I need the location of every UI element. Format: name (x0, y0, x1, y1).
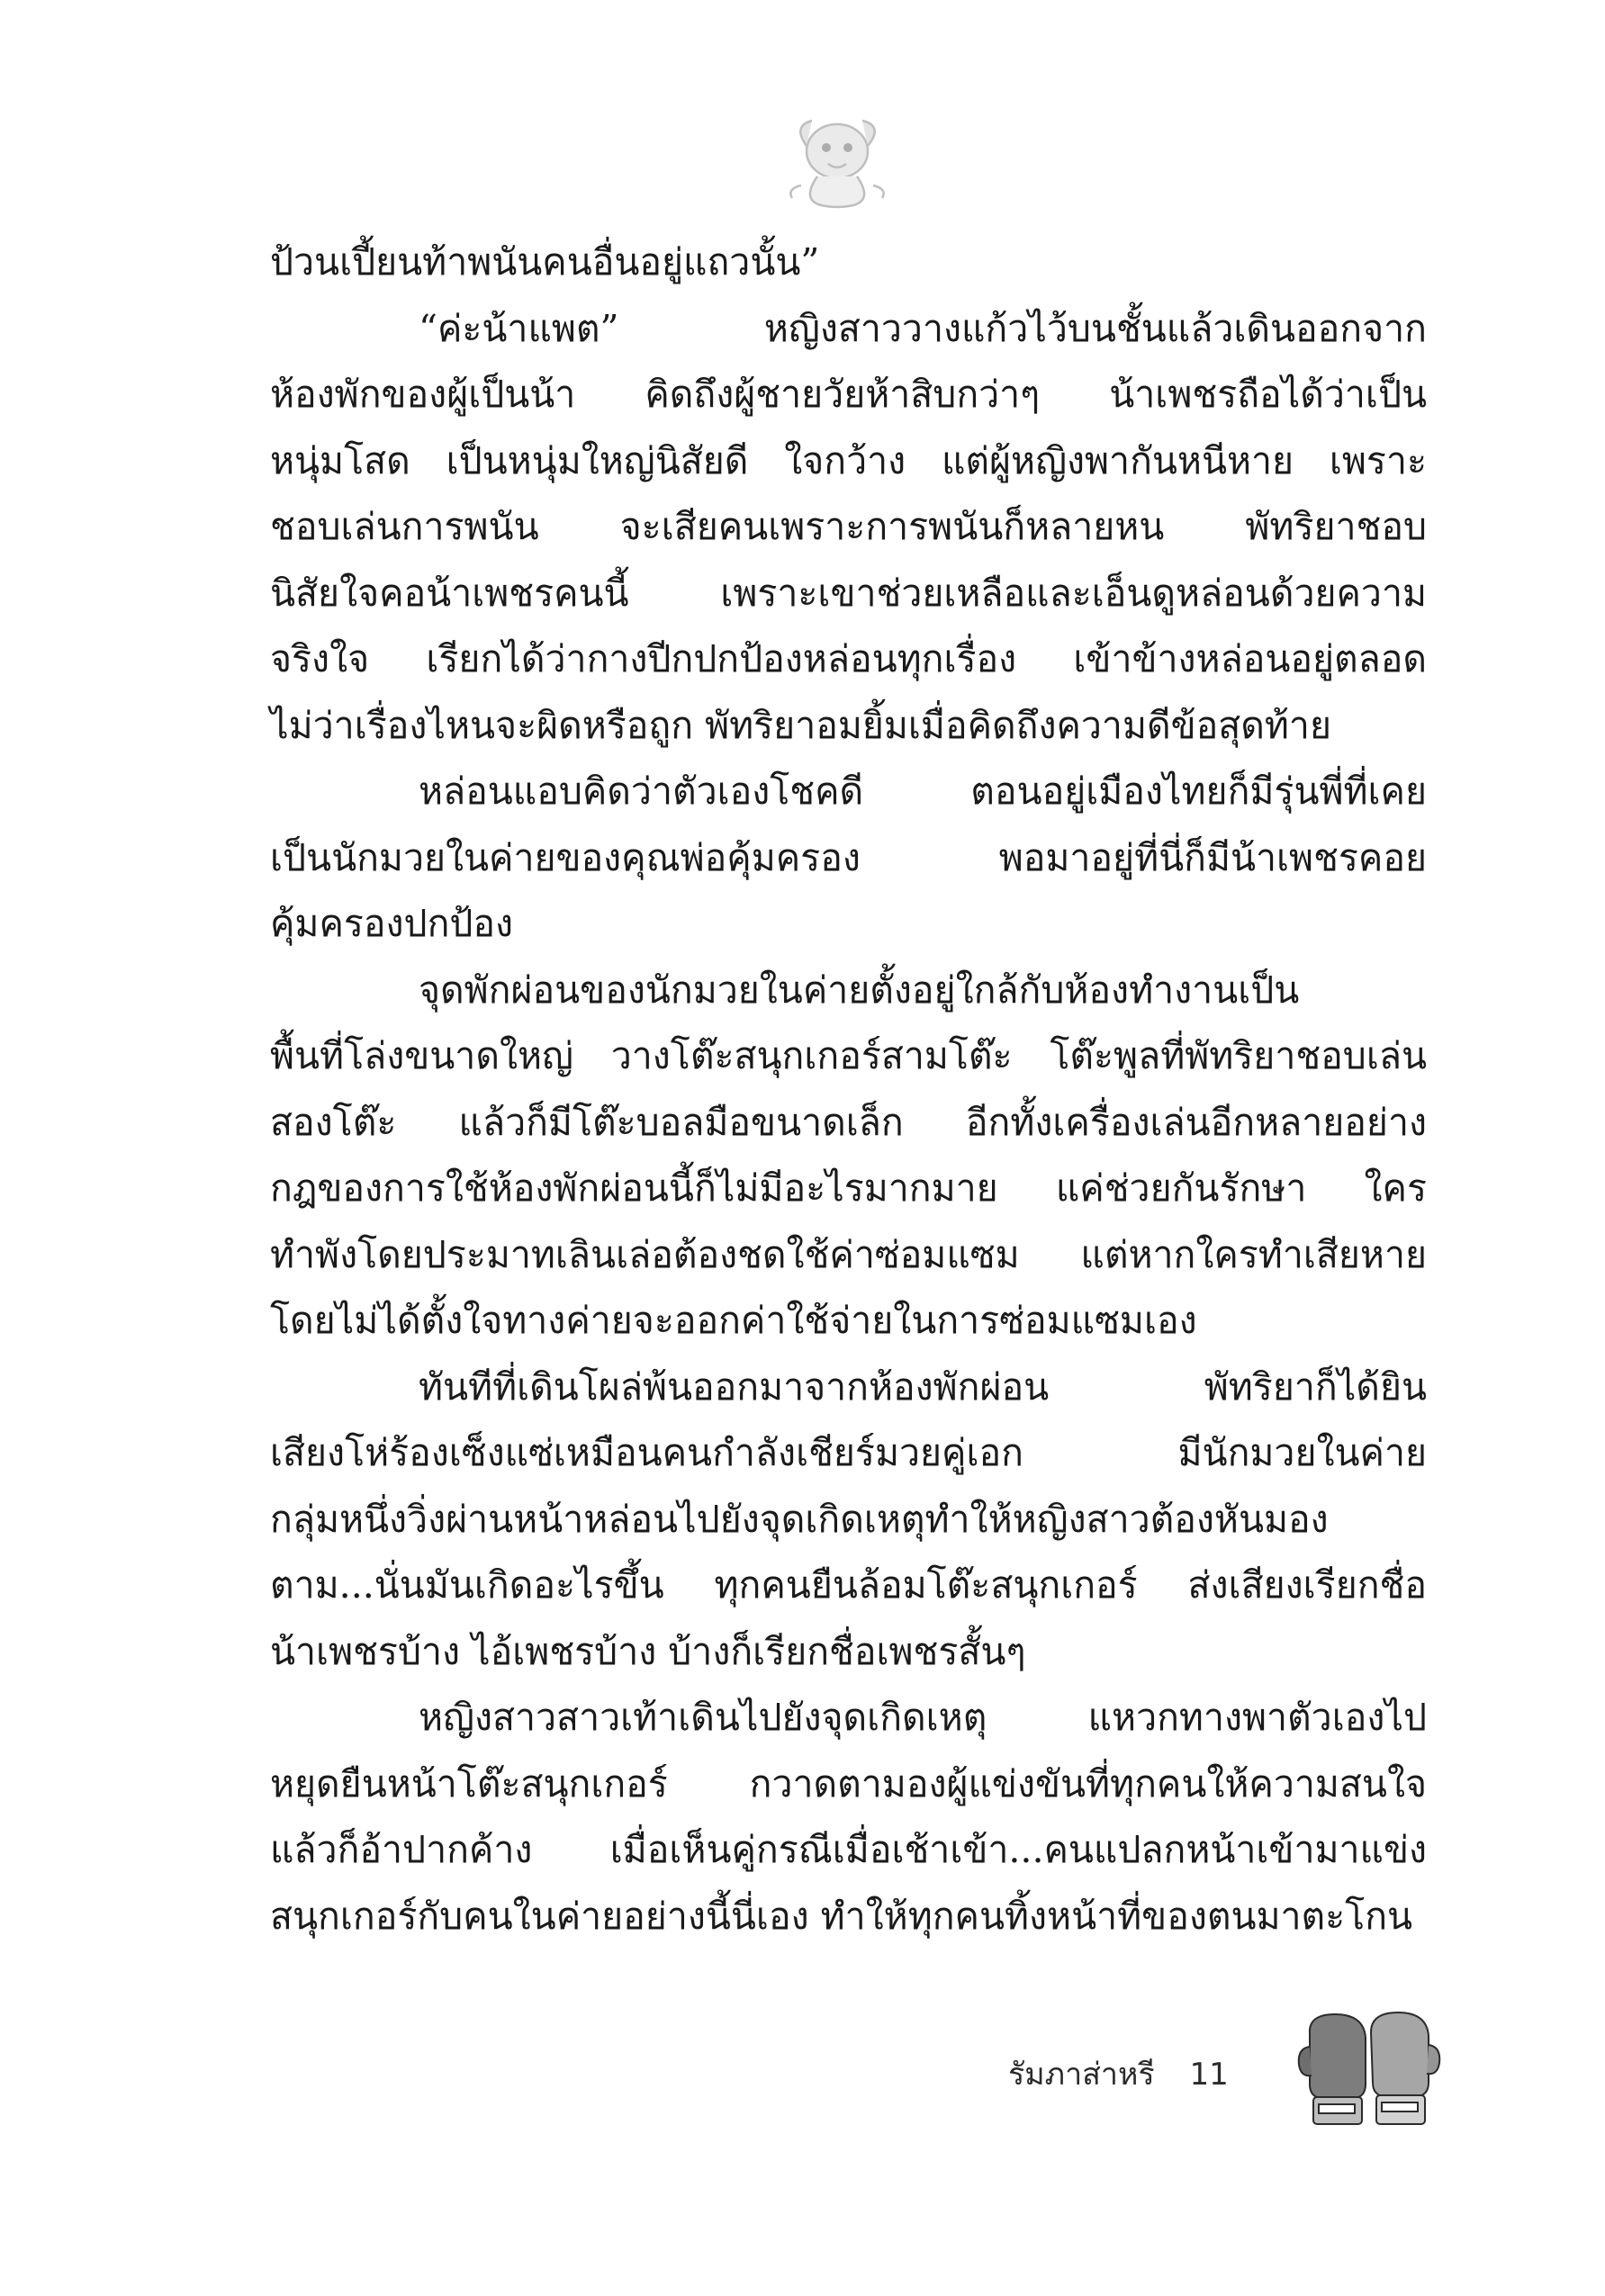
text-line: ไม่ว่าเรื่องไหนจะผิดหรือถูก พัทริยาอมยิ้มเมื่อคิดถึงความดีข้อสุดท้าย (270, 703, 1331, 747)
text-line: จุดพักผ่อนของนักมวยในค่ายตั้งอยู่ใกล้กับห้องทำงานเป็น (419, 968, 1300, 1012)
text-line: สนุกเกอร์กับคนในค่ายอย่างนี้นี่เอง ทำให้ทุกคนทิ้งหน้าที่ของตนมาตะโกน (270, 1894, 1413, 1938)
paragraph (270, 1685, 1427, 1949)
paragraph (270, 759, 1427, 958)
text-line: แล้วก็อ้าปากค้าง เมื่อเห็นคู่กรณีเมื่อเช้าเข้า...คนแปลกหน้าเข้ามาแข่ง (270, 1828, 1427, 1871)
text-line: หนุ่มโสด เป็นหนุ่มใหญ่นิสัยดี ใจกว้าง แต่ผู้หญิงพากันหนีหาย เพราะ (270, 438, 1427, 482)
paragraph (270, 958, 1427, 1355)
paragraph (270, 1355, 1427, 1686)
text-line: น้าเพชรบ้าง ไอ้เพชรบ้าง บ้างก็เรียกชื่อเพชรสั้นๆ (270, 1629, 1026, 1673)
page-footer (1008, 2048, 1229, 2102)
text-line: กฎของการใช้ห้องพักผ่อนนี้ก็ไม่มีอะไรมากมาย แค่ช่วยกันรักษา ใคร (270, 1166, 1427, 1210)
text-line: ชอบเล่นการพนัน จะเสียคนเพราะการพนันก็หลายหน พัทริยาชอบ (270, 505, 1427, 548)
text-line: “ค่ะน้าแพต” หญิงสาววางแก้วไว้บนชั้นแล้วเดินออกจาก (419, 306, 1427, 350)
text-line: โดยไม่ได้ตั้งใจทางค่ายจะออกค่าใช้จ่ายในการซ่อมแซมเอง (270, 1299, 1197, 1342)
text-line: ป้วนเปี้ยนท้าพนันคนอื่นอยู่แถวนั้น” (270, 240, 820, 284)
paragraph (270, 230, 1427, 296)
text-line: คุ้มครองปกป้อง (270, 902, 514, 945)
page-body (270, 230, 1427, 1949)
text-line: นิสัยใจคอน้าเพชรคนนี้ เพราะเขาช่วยเหลือและเอ็นดูหล่อนด้วยความ (270, 571, 1427, 615)
text-line: ห้องพักของผู้เป็นน้า คิดถึงผู้ชายวัยห้าสิบกว่าๆ น้าเพชรถือได้ว่าเป็น (270, 373, 1427, 416)
text-line: สองโต๊ะ แล้วก็มีโต๊ะบอลมือขนาดเล็ก อีกทั้งเครื่องเล่นอีกหลายอย่าง (270, 1100, 1427, 1144)
text-line: กลุ่มหนึ่งวิ่งผ่านหน้าหล่อนไปยังจุดเกิดเหตุทำให้หญิงสาวต้องหันมอง (270, 1497, 1329, 1541)
text-line: พื้นที่โล่งขนาดใหญ่ วางโต๊ะสนุกเกอร์สามโต๊ะ โต๊ะพูลที่พัทริยาชอบเล่น (270, 1034, 1427, 1077)
text-line: เป็นนักมวยในค่ายของคุณพ่อคุ้มครอง พอมาอยู่ที่นี่ก็มีน้าเพชรคอย (270, 835, 1427, 879)
text-line: ทำพังโดยประมาทเลินเล่อต้องชดใช้ค่าซ่อมแซม แต่หากใครทำเสียหาย (270, 1232, 1427, 1276)
text-line: ทันทีที่เดินโผล่พ้นออกมาจากห้องพักผ่อน พัทริยาก็ได้ยิน (419, 1364, 1427, 1409)
text-line: ตาม...นั่นมันเกิดอะไรขึ้น ทุกคนยืนล้อมโต๊ะสนุกเกอร์ ส่งเสียงเรียกชื่อ (270, 1563, 1427, 1607)
cartoon-mascot-icon (765, 99, 909, 216)
text-line: จริงใจ เรียกได้ว่ากางปีกปกป้องหล่อนทุกเรื่อง เข้าข้างหล่อนอยู่ตลอด (270, 637, 1427, 680)
text-line: เสียงโห่ร้องเซ็งแซ่เหมือนคนกำลังเชียร์มวยคู่เอก มีนักมวยในค่าย (270, 1431, 1427, 1474)
text-line: หญิงสาวสาวเท้าเดินไปยังจุดเกิดเหตุ แหวกทางพาตัวเองไป (419, 1696, 1427, 1739)
boxing-gloves-icon (1292, 2007, 1445, 2133)
text-line: หล่อนแอบคิดว่าตัวเองโชคดี ตอนอยู่เมืองไทยก็มีรุ่นพี่ที่เคย (419, 770, 1427, 813)
text-line: หยุดยืนหน้าโต๊ะสนุกเกอร์ กวาดตามองผู้แข่งขันที่ทุกคนให้ความสนใจ (270, 1761, 1427, 1805)
paragraph (270, 296, 1427, 760)
book-title: รัมภาส่าหรี (1008, 2057, 1155, 2093)
page-number: 11 (1189, 2057, 1229, 2093)
